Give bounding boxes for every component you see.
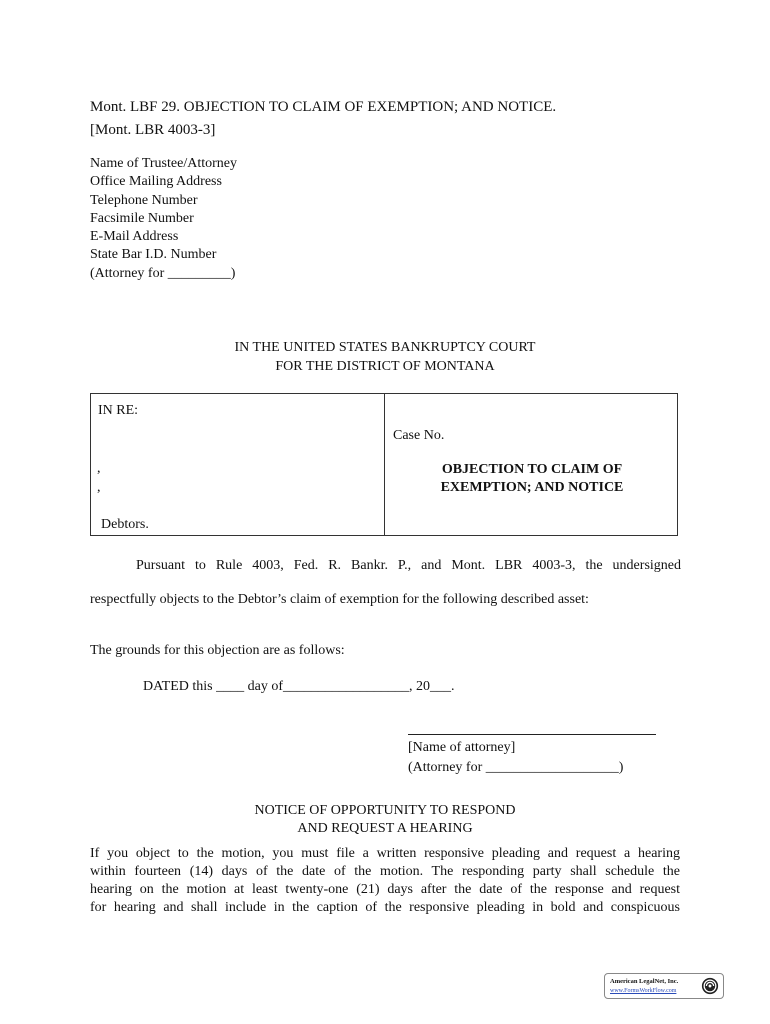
publisher-logo-icon	[701, 977, 719, 995]
rule-reference: [Mont. LBR 4003-3]	[90, 122, 216, 138]
objection-paragraph	[90, 557, 681, 609]
telephone-line: Telephone Number	[90, 192, 198, 208]
attorney-contact-block	[90, 156, 237, 284]
court-district: FOR THE DISTRICT OF MONTANA	[275, 359, 495, 374]
attorney-for-line: (Attorney for _________)	[90, 265, 236, 281]
form-header	[90, 97, 556, 143]
caption-divider	[384, 394, 385, 535]
objection-line-1: Pursuant to Rule 4003, Fed. R. Bankr. P., and Mont. LBR 4003-3, the undersigned	[136, 558, 681, 573]
email-line: E-Mail Address	[90, 229, 179, 245]
caption-title-line-1: OBJECTION TO CLAIM OF	[441, 462, 623, 477]
debtors-label: Debtors.	[101, 517, 149, 532]
dated-line: DATED this ____ day of__________________, 20___.	[143, 679, 455, 694]
notice-line-3: hearing on the motion at least twenty-one (21) days after the date of the response and request	[90, 882, 680, 897]
court-heading	[0, 340, 770, 378]
notice-line-2: within fourteen (14) days of the date of the motion. The responding party shall schedule the	[90, 864, 680, 879]
state-bar-line: State Bar I.D. Number	[90, 247, 217, 263]
signature-line	[408, 734, 656, 735]
publisher-name: American LegalNet, Inc.	[610, 978, 679, 985]
publisher-stamp	[604, 973, 724, 999]
debtor-name-1: ,	[97, 461, 101, 476]
publisher-link[interactable]: www.FormsWorkFlow.com	[610, 988, 677, 994]
notice-line-1: If you object to the motion, you must file a written responsive pleading and request a hearing	[90, 846, 680, 861]
grounds-line: The grounds for this objection are as follows:	[90, 643, 345, 658]
facsimile-line: Facsimile Number	[90, 210, 194, 226]
notice-paragraph	[90, 845, 680, 917]
form-title: Mont. LBF 29. OBJECTION TO CLAIM OF EXEMPTION; AND NOTICE.	[90, 99, 557, 115]
case-caption-box	[90, 393, 678, 536]
objection-line-2: respectfully objects to the Debtor’s claim of exemption for the following described asset:	[90, 592, 589, 607]
notice-line-4: for hearing and shall include in the caption of the responsive pleading in bold and conspicuous	[90, 900, 680, 915]
attorney-name-line: Name of Trustee/Attorney	[90, 156, 237, 171]
court-name: IN THE UNITED STATES BANKRUPTCY COURT	[234, 340, 536, 355]
signature-name: [Name of attorney]	[408, 740, 516, 755]
notice-heading	[0, 803, 770, 839]
debtor-name-2: ,	[97, 480, 101, 495]
notice-heading-line-2: AND REQUEST A HEARING	[297, 821, 473, 836]
caption-title-line-2: EXEMPTION; AND NOTICE	[440, 480, 624, 495]
caption-title	[387, 461, 677, 497]
notice-heading-line-1: NOTICE OF OPPORTUNITY TO RESPOND	[254, 803, 516, 818]
office-address-line: Office Mailing Address	[90, 174, 222, 190]
in-re-label: IN RE:	[98, 403, 139, 418]
case-number-label: Case No.	[393, 428, 445, 443]
signature-attorney-for: (Attorney for ___________________)	[408, 760, 624, 775]
